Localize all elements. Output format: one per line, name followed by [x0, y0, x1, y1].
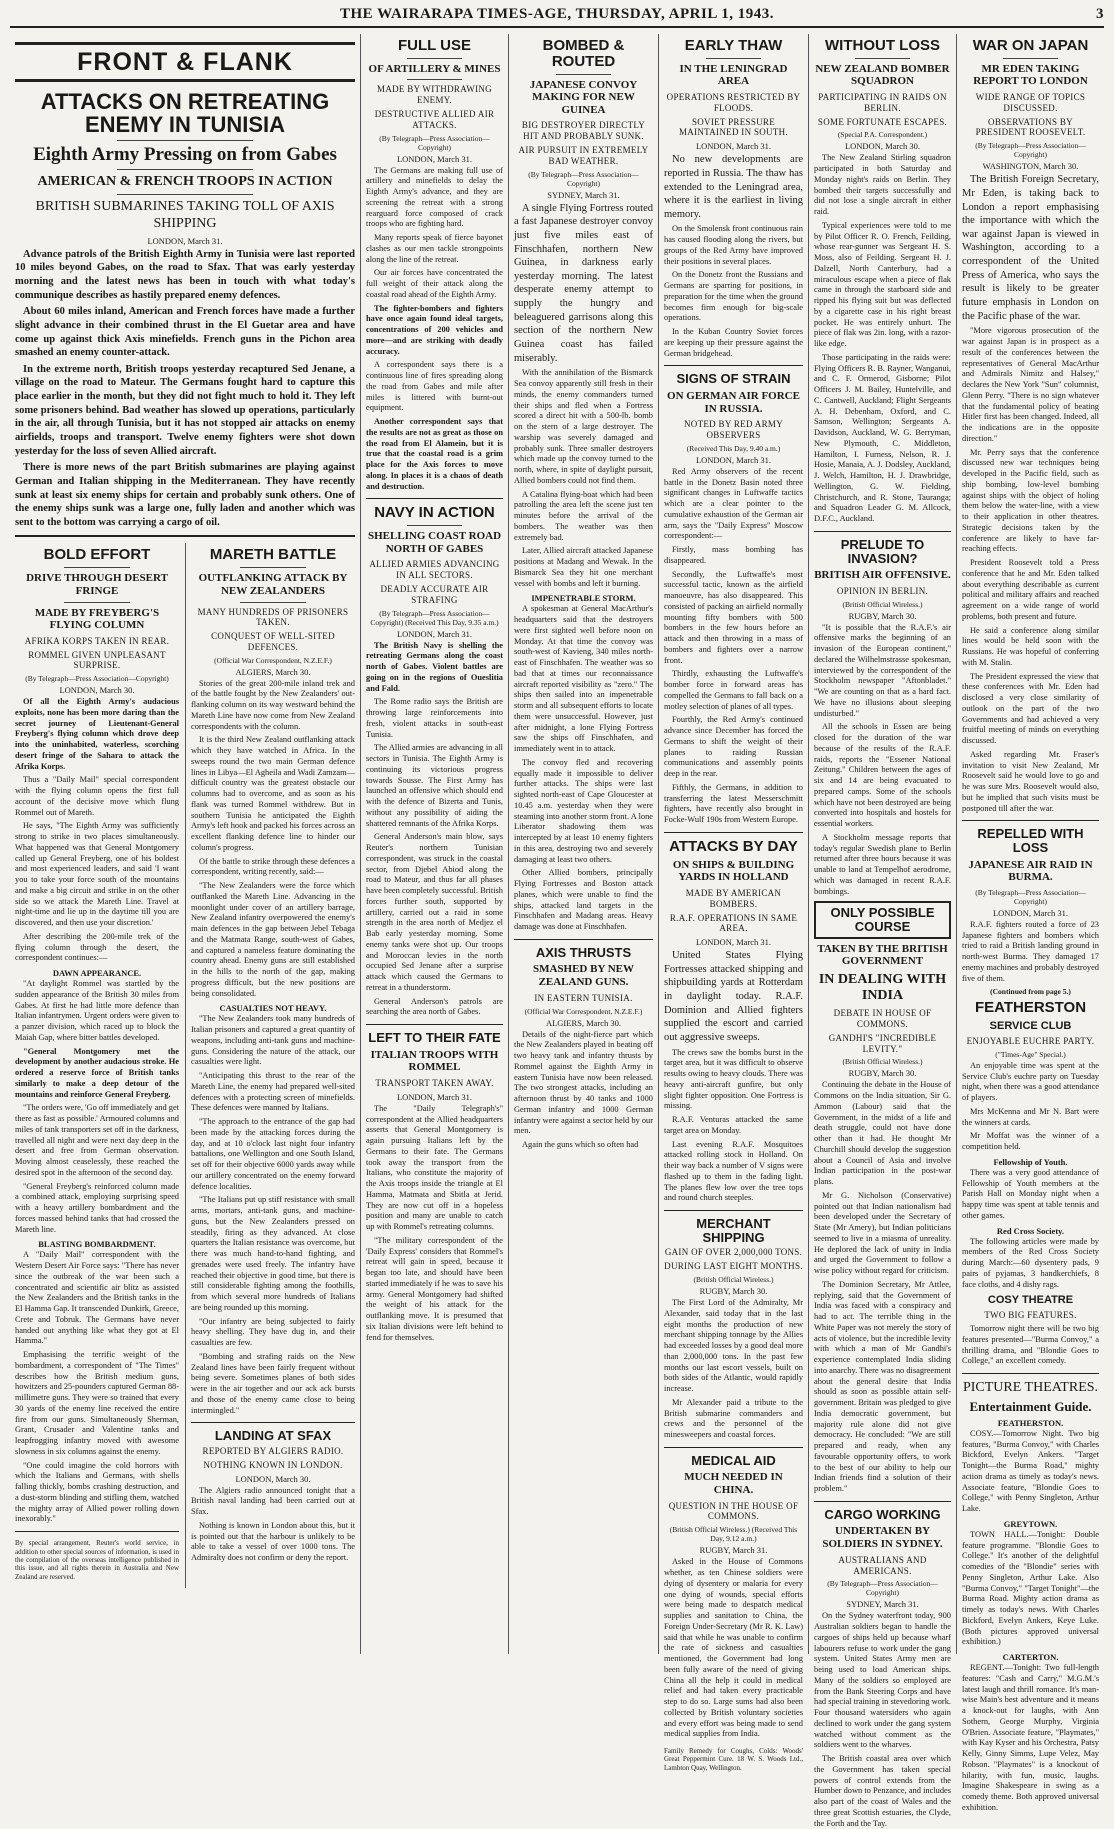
lead-paragraph: United States Flying Fortresses attacked shipping and shipbuilding yards at Rotterdam in daylight today. R.A.F. Dominion and Allied fighters supplied the escort and carried out aggressive sweeps. — [664, 950, 803, 1043]
paragraph: With the annihilation of the Bismarck Sea convoy apparently still fresh in their minds, the enemy commanders turned their ships and fled when a Fortress scored a direct hit with a 500-lb. bomb on the stern of a large destroyer. The warship was severely damaged and probably sunk. Three smaller destroyers which made up the convoy turned to the north, where, in spite of daylight pursuit, Allied bombers could not find them. — [514, 368, 653, 485]
paragraph: Red Army observers of the recent battle in the Donetz Basin noted three significant changes in Luftwaffe tactics which are a clear pointer to the cumulative exhaustion of the German air arm, says the "Daily Express" Moscow correspondent:— — [664, 466, 803, 541]
paragraph: Later, Allied aircraft attacked Japanese positions at Madang and Wewak. In the Bismarck Sea they hit one merchant vessel with bombs and left it burning. — [514, 546, 653, 588]
paragraph: Our air forces have concentrated the full weight of their attack along the coastal road ahead of the Eighth Army. — [366, 268, 503, 299]
article-deck: QUESTION IN THE HOUSE OF COMMONS. — [668, 1500, 799, 1522]
paragraph: Secondly, the Luftwaffe's most successful tactic, known as the airfield manoeuvre, has also disappeared. This consisted of packing an airfield normally mounting fifty bombers with 500 bombers in the few hours before an attack and then throwing in a mass of bombers and fighters over a narrow front. — [664, 569, 803, 665]
credit-line: (By Telegraph—Press Association—Copyright) — [379, 133, 490, 152]
article-sub: BRITISH AIR OFFENSIVE. — [814, 569, 951, 582]
paragraph: There was a very good attendance of Fellowship of Youth members at the Parish Hall on Monday night when a happy time was spent at table tennis and other games. — [962, 1167, 1099, 1220]
paragraph: "More vigorous prosecution of the war against Japan is in prospect as a result of the conferences between the representatives of General MacArthur and Admirals Nimitz and Halsey," declares the New York "Sun" columnist, Glenn Perry. "There is no sign whatever that the fundamental policy of beating Hitler first has been changed. Indeed, all the indications are in the opposite direction." — [962, 326, 1099, 443]
paragraph: A correspondent says there is a continuous line of fires spreading along the road from Gabes and mile after miles is littered with burnt-out equipment. — [366, 360, 503, 413]
paragraph: Firstly, mass bombing has disappeared. — [664, 545, 803, 565]
article-deck: DEBATE IN HOUSE OF COMMONS. — [833, 1008, 932, 1029]
paragraph: The fighter-bombers and fighters have once again found ideal targets, concentrations of 200 vehicles and more—and are striking with deadly accuracy. — [366, 303, 503, 356]
divider — [240, 567, 306, 568]
article-title: ATTACKS BY DAY — [669, 837, 798, 855]
dateline: LONDON, March 31. — [396, 628, 473, 639]
subheading: DAWN APPEARANCE. — [52, 968, 142, 979]
divider — [366, 1024, 503, 1025]
column-4 — [508, 34, 658, 1654]
paragraph: The Allied armies are advancing in all sectors in Tunisia. The Eighth Army is continuing its victorious progress towards Sousse. The First Army has launched an offensive which should end with the defence of Bizerta and Tunis, without any possibility of aiding the shattered remnants of the Afrika Korps. — [366, 743, 503, 828]
paragraph: The New Zealand Stirling squadron participated in both Saturday and Monday night's raids on Berlin. They bombed their targets successfully and did not lose a single aircraft in either raid. — [814, 153, 951, 217]
credit-line: ("Times-Age" Special.) — [995, 1049, 1066, 1059]
mareth-battle-article — [185, 543, 355, 1588]
divider — [191, 1422, 355, 1423]
article-deck: WIDE RANGE OF TOPICS DISCUSSED. — [975, 92, 1086, 113]
article-sub: ON GERMAN AIR FORCE IN RUSSIA. — [667, 390, 800, 415]
footnote: By special arrangement, Reuter's world service, in addition to other special sources of information, is used in the compilation of the overseas intelligence published in this issue, and all rights therein in Australia and New Zealand are reserved. — [15, 1539, 179, 1581]
divider — [64, 567, 130, 568]
divider — [117, 169, 253, 170]
credit-line: (Received This Day, 9.40 a.m.) — [686, 443, 781, 453]
dateline: RUGBY, March 30. — [699, 1286, 768, 1297]
deck-headline-2: BRITISH SUBMARINES TAKING TOLL OF AXIS SHIPPING — [35, 199, 335, 231]
paragraph: "The New Zealanders took many hundreds of Italian prisoners and captured a great quantity of weapons, including anti-tank guns and machine-guns. Considering the nature of the attack, our casualties were light. — [191, 1014, 355, 1067]
divider — [117, 140, 253, 141]
credit-line: (By Telegraph—Press Association—Copyright) — [975, 887, 1086, 906]
credit-line: (By Telegraph—Press Association—Copyright) — [25, 674, 169, 684]
section-title: Entertainment Guide. — [969, 1399, 1092, 1415]
article-title: BOMBED & ROUTED — [542, 37, 625, 70]
credit-line: (British Official Wireless.) — [842, 599, 923, 609]
dateline: LONDON, March 31. — [396, 1091, 473, 1102]
paragraph: He said a conference along similar lines would be held soon with the Russians. He was hopeful of conferring with M. Stalin. — [962, 625, 1099, 667]
paragraph: "The orders were, 'Go off immediately and get there as fast as possible.' Armoured columns and miles of tank transporters set off in the darkness, travelled all night and were next day deep in the desert and free from German observation. Moving almost ceaselessly, these reached the desired spot in the afternoon of the second day. — [15, 1103, 179, 1177]
paragraph: A Stockholm message reports that today's regular Swedish plane to Berlin returned after three hours because it was unable to land at Tempelhof aerodrome, which was damaged in recent R.A.F. bombings. — [814, 832, 951, 896]
paragraph: The First Lord of the Admiralty, Mr Alexander, said today that in the last eight months the production of new merchant shipping tonnage by the Allies had exceeded losses by a good deal more than 2,000,000 tons. In the past few months our last escort vessels, built on both sides of the Atlantic, would rapidly increase. — [664, 1298, 803, 1394]
paragraph: It is the third New Zealand outflanking attack which they have watched in Africa. In the sweeps round the two main German defence lines in Libya—El Agheila and Wadi Zamzam—difficult country was the greatest obstacle our columns had to overcome, and as soon as his flank was turned Rommel withdrew. But in southern Tunisia he anticipated the Eighth Army's left hook and packed his forces across an excellent flanking defence line to hinder our column's progress. — [191, 735, 355, 852]
article-sub: IN THE LENINGRAD AREA — [679, 62, 788, 88]
dateline: LONDON, March 31. — [992, 907, 1069, 918]
article-deck: ROMMEL GIVEN UNPLEASANT SURPRISE. — [28, 649, 166, 671]
article-sub: OUTFLANKING ATTACK BY NEW ZEALANDERS — [198, 572, 348, 597]
divider — [814, 1501, 951, 1502]
paragraph: On the Sydney waterfront today, 900 Australian soldiers began to handle the cargoes of ships held up because wharf labourers refuse to work under the gang system. United States Army men are being used to load American ships. Many of the soldiers so employed are from the Bank Steering Corps and have had special training in stevedoring work. Four thousand watersiders who again declined to work under the gang system watched without comment as the soldiers went to the wharves. — [814, 1611, 951, 1750]
paragraph: "The Italians put up stiff resistance with small arms, mortars, anti-tank guns, and machine-guns, but the New Zealanders pressed on steadily, firing as they advanced. At close quarters the Italian resistance was overcome, but there was much hand-to-hand fighting, and grenades were used freely. The infantry have reached their objective in good time, but there is still considerable fighting among the foothills, from which several more hundreds of Italians are being rounded up this morning. — [191, 1195, 355, 1312]
paragraph: Emphasising the terrific weight of the bombardment, a correspondent of "The Times" describes how the British medium guns, howitzers and 25-pounders captured German 88-millimetre guns. They were so trained that every 30 yards of the enemy line received the entire fire from our guns. Simultaneously Sherman, Grant, Crusader and Valentine tanks and leapfrogging infantry moved with awesome slowness in six columns against the enemy. — [15, 1350, 179, 1456]
credit-line: (By Telegraph—Press Association—Copyright) — [528, 169, 639, 188]
article-deck: TRANSPORT TAKEN AWAY. — [375, 1077, 494, 1088]
town-heading: CARTERTON. — [1002, 1652, 1059, 1663]
article-title: WITHOUT LOSS — [825, 37, 940, 54]
article-deck: MANY HUNDREDS OF PRISONERS TAKEN. — [197, 606, 349, 628]
paragraph: TOWN HALL.—Tonight: Double feature programme. "Blondie Goes to College." It's another of the delightful comedies of the "Blondie" series with Penny Singleton, Arthur Lake. Also "Burma Convoy," "Target Tonight"—the Burma Road. Mighty action drama as timely as today's news. With Charles Bickford, Evelyn Ankers, Keye Luke. (Both pictures approved universal exhibition.) — [962, 1529, 1099, 1647]
paragraph: Those participating in the raids were: Flying Officers R. B. Rayner, Wanganui, and C. F. Ormerod, Gisborne; Pilot Officers J. M. Bailey, Huntelville, and C. Cantwell, Auckland; Flight Sergeants A. H. Debenham, Oxford, and C. Samson, Wellington; Sergeants A. Davidson, Auckland, W. G. Berryman, New Plymouth, C. Middleton, Hamilton, I. Furness, Nelson, R. J. Hosie, Manaia, A. J. Dodsley, Auckland, J. Welch, Hamilton, H. J. Drawbridge, Wellington, G. W. Fielding, Christchurch, and R. Stone, Tauranga; and Squadron Leader G. M. Allcock, D.F.C., Auckland. — [814, 352, 951, 524]
article-deck: OPERATIONS RESTRICTED BY FLOODS. — [666, 92, 801, 113]
article-deck: ALLIED ARMIES ADVANCING IN ALL SECTORS. — [369, 559, 500, 581]
paragraph: A "Daily Mail" correspondent with the Western Desert Air Force says: "There has never since the outbreak of the war been such a concentrated and scientific air blitz as assisted the New Zealanders and the British tanks in the El Hamma Gap. It transcended Dunkirk, Greece, Crete and Tobruk. The Germans have never handed out anything like what they got at El Hamma." — [15, 1250, 179, 1346]
article-title: CARGO WORKING — [824, 1506, 941, 1522]
dateline: SYDNEY, March 31. — [846, 1599, 919, 1610]
paragraph: "General Montgomery met the development by another audacious stroke. He ordered a reserve force of British tanks similarly to make a deep detour of the mountains and reinforce General Freyberg. — [15, 1046, 179, 1099]
credit-line: (Official War Correspondent, N.Z.E.F.) — [214, 655, 332, 665]
article-deck: AIR PURSUIT IN EXTREMELY BAD WEATHER. — [518, 145, 649, 166]
divider — [962, 1373, 1099, 1374]
article-title: MEDICAL AID — [691, 1452, 776, 1468]
paragraph: Stories of the great 200-mile inland trek and of the battle fought by the New Zealanders' out-flanking column on its way westward behind the Mareth Line have now come from New Zealand correspondents with the column. — [191, 678, 355, 731]
paragraph: "One could imagine the cold horrors with which the Italians and Germans, with shells falling thickly, bombs crashing destruction, and a dust-storm blinding and stifling them, watched the mighty array of Allied power rolling down inexorably." — [15, 1460, 179, 1524]
dateline: RUGBY, March 30. — [848, 1068, 917, 1079]
paragraph: Asked regarding Mr. Fraser's invitation to visit New Zealand, Mr Roosevelt said he would love to go and he was sure Mrs. Roosevelt would also, but he implied that such visits must be postponed till after the war. — [962, 749, 1099, 813]
article-title: ONLY POSSIBLE COURSE — [830, 905, 935, 935]
article-title: REPELLED WITH LOSS — [977, 826, 1084, 855]
article-title: SIGNS OF STRAIN — [676, 371, 791, 387]
subheading: BLASTING BOMBARDMENT. — [38, 1239, 156, 1250]
paragraph: "Our infantry are being subjected to fairly heavy shelling. They have dug in, and their casualties are few. — [191, 1316, 355, 1348]
paragraph: The British Navy is shelling the retreating Germans along the coast north of Gabes. Violent battles are going on in the regions of Oueslitia and Fald. — [366, 640, 503, 693]
article-title: NAVY IN ACTION — [374, 504, 495, 522]
paragraph: Fifthly, the Germans, in addition to transferring the latest Messerschmitt fighters, have recently also brought in Focke-Wulf 190s from Western Europe. — [664, 782, 803, 825]
article-sub: DRIVE THROUGH DESERT FRINGE — [26, 572, 168, 597]
article-sub: TAKEN BY THE BRITISH GOVERNMENT — [817, 942, 948, 968]
article-deck: OPINION IN BERLIN. — [836, 585, 929, 596]
column-3 — [360, 34, 508, 1654]
dateline: ALGIERS, March 30. — [545, 1017, 622, 1028]
paragraph: The following articles were made by members of the Red Cross Society during March:—60 dysentery pads, 9 pairs of pyjamas, 3 handkerchiefs, 8 face cloths, and 4 dishy rags. — [962, 1236, 1099, 1289]
article-title: EARLY THAW — [684, 37, 783, 54]
article-sub: NEW ZEALAND BOMBER SQUADRON — [815, 62, 950, 88]
masthead-title: THE WAIRARAPA TIMES-AGE, THURSDAY, APRIL 1, 1943. — [339, 6, 775, 22]
paragraph: On the Smolensk front continuous rain has caused flooding along the rivers, but groups of the Red Army have improved their positions in several places. — [664, 224, 803, 266]
paragraph: A Catalina flying-boat which had been patrolling the area left the scene just ten minutes before the arrival of the bombers. The weather was then extremely bad. — [514, 489, 653, 542]
divider — [64, 602, 130, 603]
dateline: LONDON, March 31. — [695, 141, 772, 152]
paragraph: "Anticipating this thrust to the rear of the Mareth Line, the enemy had prepared well-sited defences with a protecting screen of minefields. These defences were manned by Italians. — [191, 1071, 355, 1113]
article-deck: CONQUEST OF WELL-SITED DEFENCES. — [211, 631, 335, 652]
article-deck: DESTRUCTIVE ALLIED AIR ATTACKS. — [374, 108, 495, 130]
article-deck: REPORTED BY ALGIERS RADIO. — [202, 1446, 344, 1457]
section-title: PICTURE THEATRES. — [962, 1380, 1099, 1396]
paragraph: In the extreme north, British troops yesterday recaptured Sed Jenane, a village on the road to Mateur. The Germans fought hard to capture this place earlier in the month, but they did not fight much to hold it. They left some prisoners behind. Bad weather has slowed up operations, particularly in the air, all through Tunisia, but it has not stopped air attacks on enemy airfields, troops and transport. Twelve enemy fighters were shot down yesterday for the loss of seven Allied aircraft. — [15, 363, 355, 457]
lead-paragraph: No new developments are reported in Russia. The thaw has extended to the Leningrad area, where it is the earliest in living memory. — [664, 154, 803, 220]
deck-headline: AMERICAN & FRENCH TROOPS IN ACTION — [37, 174, 333, 190]
front-flank-section — [10, 34, 360, 1654]
article-deck: SOVIET PRESSURE MAINTAINED IN SOUTH. — [678, 116, 789, 138]
sub-headline: Eighth Army Pressing on from Gabes — [33, 144, 337, 166]
paragraph: Nothing is known in London about this, but it is pointed out that the harbour is unlikely to be able to take a vessel of over 1000 tons. The Admiralty does not confirm or deny the report. — [191, 1520, 355, 1563]
article-deck: DEADLY ACCURATE AIR STRAFING — [380, 583, 489, 605]
dateline: LONDON, March 31. — [695, 937, 772, 948]
article-sub: JAPANESE AIR RAID IN BURMA. — [968, 858, 1093, 884]
paragraph: The Algiers radio announced tonight that a British naval landing had been carried out at Sfax. — [191, 1485, 355, 1517]
article-deck: ENJOYABLE EUCHRE PARTY. — [966, 1036, 1095, 1047]
column-7 — [956, 34, 1104, 1812]
dateline: LONDON, March 30. — [235, 1473, 311, 1484]
divider — [15, 1531, 179, 1532]
paragraph: All the schools in Essen are being closed for the duration of the war because of the results of the R.A.F. raids, reports the "Essener National Zeitung." Children between the ages of six and 14 are being evacuated to prepared camps. Some of the schools which have not been destroyed are being converted into hospitals and hostels for essential workers. — [814, 722, 951, 829]
divider — [855, 58, 910, 59]
paragraph: The Rome radio says the British are throwing large reinforcements into fresh, violent attacks in south-east Tunisia. — [366, 697, 503, 739]
paragraph: Mr. Perry says that the conference discussed new war techniques being developed in the Pacific field, such as ship bombing, low-level bombing against ships with the object of holing them below the water-line, with a view to their application in other theatres. Strategic decisions taken by the conference are likely to have far-reaching effects. — [962, 447, 1099, 554]
dateline: LONDON, March 31. — [396, 153, 473, 164]
article-deck: AFRIKA KORPS TAKEN IN REAR. — [24, 635, 170, 646]
article-deck: OBSERVATIONS BY PRESIDENT ROOSEVELT. — [975, 116, 1086, 138]
divider — [664, 1210, 803, 1211]
credit-line: (Special P.A. Correspondent.) — [837, 130, 928, 140]
paragraph: He says, "The Eighth Army was sufficiently strong to strike in two places simultaneously. What happened was that General Montgomery called up General Freyberg, one of his boldest and most experienced leaders, and said 'I want you to take your force south of the mountains and make a big circuit and strike in on the other side so we attack the Mareth Line. Travel at night-time and lie up in the daytime till you are discovered, and then use your discretion.' — [15, 821, 179, 928]
paragraph: Other Allied bombers, principally Flying Fortresses and Boston attack planes, which were unable to find the ships, attacked land targets in the Finschhafen and Madang areas. Heavy damage was done at Finschhafen. — [514, 868, 653, 932]
continued-note: (Continued from page 5.) — [990, 987, 1071, 997]
article-sub: SHELLING COAST ROAD NORTH OF GABES — [367, 530, 502, 555]
paragraph: President Roosevelt told a Press conference that he and Mr. Eden talked about everything describable as current political and military affairs and reached agreement on a wide range of world problems, both present and future. — [962, 558, 1099, 621]
article-deck: DURING LAST EIGHT MONTHS. — [664, 1261, 803, 1272]
article-deck: MADE BY WITHDRAWING ENEMY. — [377, 84, 492, 106]
paragraph: REGENT.—Tonight: Two full-length features: "Cash and Carry," M.G.M.'s latest laugh and thrill romance. It's man-wise Main's best adventure and it means a knock-out for laughs, with Ann Sothern, George Murphy, Virginia O'Brien. Associate feature, "Playmates," with Kay Kyser and his Orchestra, Patsy Kelly, Ginny Simms, Lupe Velez, May Robson. "Playmates" is a knockout of hilarity, with fun, music, laughs. Imagine Shakespeare in swing as a comedy theme. Both approved universal exhibition. — [962, 1663, 1099, 1812]
dateline: LONDON, March 31. — [147, 235, 223, 246]
divider — [15, 535, 355, 537]
article-title: FEATHERSTON — [974, 999, 1087, 1017]
lead-paragraph: The British Foreign Secretary, Mr Eden, is taking back to London a report emphasising the importance with which the war against Japan is viewed in Washington, according to a correspondent of the United Press of America, who says the result is likely to be greater future emphasis in London on the Pacific phase of the war. — [962, 174, 1099, 322]
subheading: CASUALTIES NOT HEAVY. — [219, 1003, 327, 1014]
paragraph: After describing the 200-mile trek of the flying column through the desert, the correspondent continues:— — [15, 931, 179, 963]
divider — [117, 194, 253, 195]
paragraph: The "Daily Telegraph's" correspondent at the Allied headquarters asserts that General Montgomery is again pursuing Italians left by the Germans to their fate. The Germans took away the transport from the Italians, who constitute the majority of the Axis troops inside the triangle at El Hamma, Matmata and Sbitla at Jerid. They are now cut off in a hopeless position and many are unable to catch up with Rommel's retreating columns. — [366, 1103, 503, 1232]
paragraph: R.A.F. fighters routed a force of 23 Japanese fighters and bombers which tried to raid a British landing ground in north-west Burma. They damaged 17 enemy machines and probably destroyed five of them. — [962, 919, 1099, 983]
dateline: RUGBY, March 30. — [848, 610, 917, 621]
credit-line: (By Telegraph—Press Association—Copyright) — [975, 141, 1086, 160]
paragraph: The Germans are making full use of artillery and minefields to delay the Eighth Army's advance, and they are screening the retreat with a strong rearguard force composed of crack troops who are fighting hard. — [366, 165, 503, 229]
article-sub: MR EDEN TAKING REPORT TO LONDON — [973, 62, 1088, 88]
credit-line: (By Telegraph—Press Association—Copyright) (Received This Day, 9.35 a.m.) — [370, 608, 499, 627]
section-title: COSY THEATRE — [987, 1294, 1074, 1307]
paragraph: General Anderson's patrols are searching the area north of Gabes. — [366, 996, 503, 1017]
paragraph: "General Freyberg's reinforced column made a combined attack, employing surprising speed with a heavy artillery bombardment and the forces massed behind tanks that had crossed the Mareth line. — [15, 1181, 179, 1234]
dateline: RUGBY, March 31. — [699, 1545, 768, 1556]
paragraph: There is more news of the part British submarines are playing against German and Italian shipping in the Mediterranean. They have recently sunk at least six enemy ships for certain and probably sunk others. One of the enemy ships sunk was a large one, fully laden and another which was sent to the bottom was carrying a cargo of oil. — [15, 462, 355, 528]
divider — [407, 525, 462, 526]
paragraph: Last evening R.A.F. Mosquitoes attacked rolling stock in Holland. On their way back a number of V signs were flashed up to them in the fading light. The planes flew low over the tree tops and round church steeples. — [664, 1139, 803, 1203]
paragraph: R.A.F. Venturas attacked the same target area on Monday. — [664, 1115, 803, 1135]
divider — [407, 58, 462, 59]
paragraph: Again the guns which so often had — [522, 1140, 639, 1150]
paragraph: "At daylight Rommel was startled by the sudden appearance of the British 30 miles from Gabes. At first he had little more defence than Italian infantrymen. Urgent orders were given to a panzer division, which raced up to block the Maiah Gap, where bitter battles developed. — [15, 979, 179, 1042]
credit-line: (British Official Wireless.) — [693, 1275, 774, 1285]
paragraph: The crews saw the bombs burst in the target area, but it was difficult to observe results owing to heavy clouds. There was heavy anti-aircraft gunfire, but only slight fighter opposition. One Fortress is missing. — [664, 1047, 803, 1111]
divider — [366, 498, 503, 499]
subheading: Red Cross Society. — [996, 1225, 1065, 1236]
article-deck: NOTED BY RED ARMY OBSERVERS — [683, 419, 784, 441]
paragraph: Mr Moffat was the winner of a competition held. — [962, 1131, 1099, 1152]
article-deck: AUSTRALIANS AND AMERICANS. — [838, 1554, 927, 1576]
article-title: PRELUDE TO INVASION? — [840, 536, 925, 566]
banner-headline: FRONT & FLANK — [15, 42, 355, 82]
divider — [664, 832, 803, 833]
lead-paragraph: Advance patrols of the British Eighth Army in Tunisia were last reported 10 miles beyond Gabes, on the road to Sfax. That was early yesterday morning and the latest news has been in touch with what today's communique describes as hastily prepared enemy defences. — [15, 248, 355, 301]
article-title: LEFT TO THEIR FATE — [368, 1030, 501, 1046]
article-deck: GANDHI'S "INCREDIBLE LEVITY." — [828, 1032, 937, 1054]
article-sub-2: MADE BY FREYBERG'S FLYING COLUMN — [34, 606, 160, 632]
subheading: IMPENETRABLE STORM. — [531, 593, 636, 604]
advertisement: Family Remedy for Coughs, Colds: Woods' Great Peppermint Cure. 18 W. S. Woods Ltd., Lambton Quay, Wellington. — [664, 1747, 803, 1772]
divider — [514, 939, 653, 940]
dateline: ALGIERS, March 30. — [235, 666, 311, 677]
article-deck: MADE BY AMERICAN BOMBERS. — [685, 887, 782, 909]
divider — [1003, 58, 1058, 59]
credit-line: (British Official Wireless.) (Received This Day, 9.12 a.m.) — [669, 1525, 798, 1544]
column-6 — [808, 34, 956, 1828]
article-deck: R.A.F. OPERATIONS IN SAME AREA. — [669, 912, 798, 934]
section-title: SERVICE CLUB — [989, 1020, 1072, 1033]
article-sub: ITALIAN TROOPS WITH ROMMEL — [370, 1048, 499, 1074]
paragraph: Typical experiences were told to me by Pilot Officer R. O. French, Feilding, whose rear-gunner was Sergeant H. S. Moss, also of Feilding. Sergeant H. J. Dalzell, North Canterbury, had a miraculous escape when a piece of flak came in through the starboard side and ripped his flying suit but was deflected by a cigarette case in his right breast pocket. He was entirely unhurt. The piece of flak was 2in. long, with a razor-like edge. — [814, 220, 951, 349]
paragraph: Details of the night-fierce part which the New Zealanders played in beating off two heavy tank and infantry thrusts by Rommel against the Eighth Army in eastern Tunisia have now been released. The two strongest attacks, including an afternoon thrust by 40 tanks and 1000 German infantry and 1000 German infantry were against a sector held by our men. — [514, 1029, 653, 1136]
dateline: SYDNEY, March 31. — [547, 189, 620, 200]
article-deck: GAIN OF OVER 2,000,000 TONS. — [664, 1247, 803, 1258]
article-sub: UNDERTAKEN BY SOLDIERS IN SYDNEY. — [822, 1525, 943, 1551]
divider — [962, 820, 1099, 821]
divider — [556, 74, 612, 75]
article-deck: NOTHING KNOWN IN LONDON. — [203, 1459, 343, 1470]
dateline: LONDON, March 30. — [59, 685, 135, 696]
paragraph: In the Kuban Country Soviet forces are keeping up their pressure against the German bridgehead. — [664, 327, 803, 358]
paragraph: The British coastal area over which the Government has taken special powers of control extends from the Humber down to Penzance, and includes also part of the coast of Wales and the three great Scottish estuaries, the Clyde, the Forth and the Tay. — [814, 1754, 951, 1828]
dateline: LONDON, March 31. — [695, 454, 772, 465]
paragraph: A spokesman at General MacArthur's headquarters said that the destroyers were first sighted well before noon on Monday. At that time the convoy was south-west of Kavieng, 340 miles north-east of Finschhafen. The weather was so bad that at times our reconnaissance aircraft reported visibility as "zero." The ships then sailed into an impenetrable storm and all subsequent efforts to locate them were unsuccessful. However, just after midnight, a lone Flying Fortress saw the ships off Finschhafen, and immediately went in to attack. — [514, 604, 653, 754]
divider — [814, 531, 951, 532]
credit-line: (By Telegraph—Press Association—Copyright) — [827, 1579, 938, 1598]
article-title: AXIS THRUSTS — [535, 944, 632, 960]
article-deck: PARTICIPATING IN RAIDS ON BERLIN. — [818, 92, 947, 113]
paragraph: Tomorrow night there will be two big features presented—"Burma Convoy," a thrilling drama, and "Blondie Goes to College," an excellent comedy. — [962, 1324, 1099, 1366]
article-deck: BIG DESTROYER DIRECTLY HIT AND PROBABLY SUNK. — [521, 120, 646, 142]
masthead — [10, 6, 1104, 28]
paragraph: The convoy fled and recovering equally made it impossible to deliver further attacks. The ships were last sighted north-east of Cape Gloucester at 10.45 a.m. yesterday when they were steaming into another storm front. A lone Liberator shadowing them was intercepted by at least 10 enemy fighters in this area, destroying two and severely damaging at least two others. — [514, 757, 653, 864]
article-sub: SMASHED BY NEW ZEALAND GUNS. — [532, 963, 635, 989]
paragraph: COSY.—Tomorrow Night. Two big features, "Burma Convoy," with Charles Bickford, Evelyn Ankers. "Target Tonight—the Burma Road," mighty action drama as timely as today's news. Associate feature, "Blondie Goes to College," with Penny Singleton, Arthur Lake. — [962, 1428, 1099, 1514]
town-heading: FEATHERSTON. — [997, 1417, 1064, 1428]
article-title: FULL USE — [397, 37, 472, 54]
town-heading: GREYTOWN. — [1003, 1518, 1058, 1529]
paragraph: Many reports speak of fierce bayonet clashes as our men tackle strongpoints along the line of the retreat. — [366, 233, 503, 264]
lead-paragraph: A single Flying Fortress routed a fast Japanese destroyer convoy just five miles east of Finschhafen, northern New Guinea, in darkness early yesterday morning. The latest desperate enemy attempt to supply the hungry and beleaguered garrisons along this section of the northern New Guinea coast has failed miserably. — [514, 202, 653, 364]
dateline: LONDON, March 30. — [844, 141, 921, 152]
paragraph: Asked in the House of Commons whether, as ten Chinese soldiers were dying of dysentery or malaria for every one dying of wounds, special efforts were being made to despatch medical supplies and sanitation to China, the Foreign Under-Secretary (Mr R. K. Law) said that while he was unable to confirm the rate of sickness and casualties mentioned, the Government had long been fully aware of the need of giving China all the help it could in medical relief and had taken every practicable step to do so. Large sums had also been collected by British voluntary societies and every effort was being made to send medical supplies from India. — [664, 1557, 803, 1739]
divider — [240, 602, 306, 603]
only-possible-course-box — [814, 901, 951, 938]
paragraph: Mr Alexander paid a tribute to the British submarine commanders and crews and the personnel of the minesweepers and coastal forces. — [664, 1397, 803, 1440]
paragraph: "Bombing and strafing raids on the New Zealand lines have been fairly frequent without being severe. Sometimes planes of both sides were in the air together and our ack ack bursts and those of the enemy came close to being intermingled." — [191, 1351, 355, 1415]
paragraph: "The approach to the entrance of the gap had been made by the attacking forces during the day, and at 10 o'clock last night four infantry battalions, one Wellington and one South Island, set off for their objective 6000 yards away while our artillery concentrated on the enemy forward defence localities. — [191, 1117, 355, 1191]
page-number: 3 — [1096, 6, 1104, 22]
article-title: WAR ON JAPAN — [972, 37, 1089, 54]
paragraph: General Anderson's main blow, says Reuter's northern Tunisian correspondent, was struck in the coastal sector, from Djebel Abiod along the road to Mateur, and thus far all phases have been completely successful. British forces further south, supported by artillery, carried out a raid in some strength in the area north of Medjez el Bab early yesterday morning. Some enemy tanks were shot up. Our troops and Moroccan levies in the north occupied Sed Jenane after a surprise attack which caused the Germans to retreat in a thunderstorm. — [366, 832, 503, 992]
divider — [664, 365, 803, 366]
column-5 — [658, 34, 808, 1772]
article-sub: OF ARTILLERY & MINES — [368, 62, 501, 75]
main-headline: ATTACKS ON RETREATING ENEMY IN TUNISIA — [40, 89, 330, 138]
paragraph: Thus a "Daily Mail" special correspondent with the flying column opens the first full account of the decisive move which flung Rommel out of Mareth. — [15, 775, 179, 817]
paragraph: Thirdly, exhausting the Luftwaffe's bomber force in forward areas has compelled the Germans to fall back on a motley selection of planes of all types. — [664, 669, 803, 711]
paragraph: "The military correspondent of the 'Daily Express' considers that Rommel's retreat will gain in speed, because it began too late, and should have been started immediately if he was to save his army. General Montgomery had shifted the weight of his attack for the outflanking move. It is presumed that six Italian divisions were left behind to fend for themselves. — [366, 1235, 503, 1342]
divider — [664, 1447, 803, 1448]
paragraph: Mr G. Nicholson (Conservative) pointed out that Indian nationalism had been developed under the Secretary of State (Mr Amery), but Indian politicians seemed to live in a miasma of unreality. He deplored the lack of unity in India and urged the Government to follow a wise policy without regard for criticism. — [814, 1190, 951, 1276]
article-sub: MUCH NEEDED IN CHINA. — [684, 1471, 783, 1497]
paragraph: Of all the Eighth Army's audacious exploits, none has been more daring than the secret journey of Lieutenant-General Freyberg's flying column which drove deep into the uninhabited, waterless, scorching desert fringe of the Sahara to attack the Afrika Korps. — [15, 697, 179, 771]
paragraph: "The New Zealanders were the force which outflanked the Mareth Line. Advancing in the moonlight under cover of an artillery barrage, New Zealand infantry overpowered the enemy's main defences in the gap between Jebel Tebaga and the Matmata Range, south-west of Gabes, and captured a nameless feature dominating the country ahead. Enemy guns are still established in the hills to the north of the gap, making progress difficult, but the new positions are being consolidated. — [191, 881, 355, 998]
paragraph: "It is possible that the R.A.F.'s air offensive marks the beginning of an invasion of the European continent," declared the Wilhelmstrasse spokesman, interviewed by the correspondent of the Stockholm newspaper "Aftonbladet." "We are counting on that as a hard fact. We have no illusions about sleeping undisturbed." — [814, 622, 951, 718]
paragraph: Fourthly, the Red Army's continued advance since December has forced the Germans to shift the weight of their planes to raiding Russian communications and assembly points deep in the rear. — [664, 715, 803, 779]
paragraph: Of the battle to strike through these defences a correspondent, writing recently, said:— — [191, 856, 355, 877]
paragraph: Continuing the debate in the House of Commons on the India situation, Sir G. Ammon (Labour) said that the Government, in the midst of a life and death struggle, could not have done other than it had. He thought Mr Churchill should develop the suggestion about a Council of Asia and involve Indian participation in the post-war plans. — [814, 1080, 951, 1187]
paragraph: On the Donetz front the Russians and Germans are sparring for positions, in preparation for the time when the ground becomes firm enough for big-scale operations. — [664, 270, 803, 323]
article-title: MARETH BATTLE — [209, 546, 337, 564]
divider — [706, 58, 762, 59]
article-sub: ON SHIPS & BUILDING YARDS IN HOLLAND — [672, 858, 795, 884]
newspaper-page — [10, 6, 1104, 1828]
paragraph: The Dominion Secretary, Mr Attlee, replying, said that the Government of India was faced with a conspiracy and had to act. The terrible thing in the White Paper was not merely the story of acts of violence, but the incredible levity with which a man of Mr Gandhi's experience contemplated India sliding into anarchy. There was no disagreement about the general desire that India should as soon as possible attain self-government. Britain was pledged to give India democratic government, but majority rule alone did not give democracy. He concluded: "We are still prepared and ready, when any favourable opportunity offers, to work to the best of our ability to help our Indian friends find a solution of their problem." — [814, 1279, 951, 1494]
article-title: BOLD EFFORT — [43, 546, 151, 564]
article-title: MERCHANT SHIPPING — [696, 1216, 771, 1245]
article-sub: JAPANESE CONVOY MAKING FOR NEW GUINEA — [529, 78, 638, 116]
article-deck: TWO BIG FEATURES. — [984, 1310, 1077, 1321]
article-title: LANDING AT SFAX — [214, 1428, 332, 1444]
paragraph: An enjoyable time was spent at the Service Club's euchre party on Tuesday night, when there was a good attendance of players. — [962, 1060, 1099, 1103]
credit-line: (Official War Correspondent, N.Z.E.F.) — [524, 1006, 643, 1016]
credit-line: (British Official Wireless.) — [842, 1057, 923, 1067]
dateline: WASHINGTON, March 30. — [982, 161, 1079, 172]
paragraph: About 60 miles inland, American and French forces have made a further slight advance in their combined thrust in the El Guetar area and have come up against thick Axis minefields. French guns in the Pichon area smashed an enemy counter-attack. — [15, 306, 355, 359]
paragraph: The President expressed the view that these conferences with Mr. Eden had disclosed a very close similarity of outlook on the part of the two Governments and had achieved a very fruitful meeting of minds on everything discussed. — [962, 671, 1099, 746]
article-deck: IN EASTERN TUNISIA. — [534, 992, 633, 1003]
subheading: Fellowship of Youth. — [993, 1156, 1068, 1167]
article-sub-2: IN DEALING WITH INDIA — [818, 971, 947, 1004]
bold-effort-article — [15, 543, 179, 1588]
divider — [407, 79, 462, 80]
article-deck: SOME FORTUNATE ESCAPES. — [817, 116, 948, 127]
paragraph: Another correspondent says that the results are not as great as those on the road from El Alamein, but it is true that the coastal road is a grim place for the Axis forces to move along. In places it is a chaos of death and destruction. — [366, 417, 503, 491]
paragraph: Mrs McKenna and Mr N. Bart were the winners at cards. — [962, 1106, 1099, 1127]
